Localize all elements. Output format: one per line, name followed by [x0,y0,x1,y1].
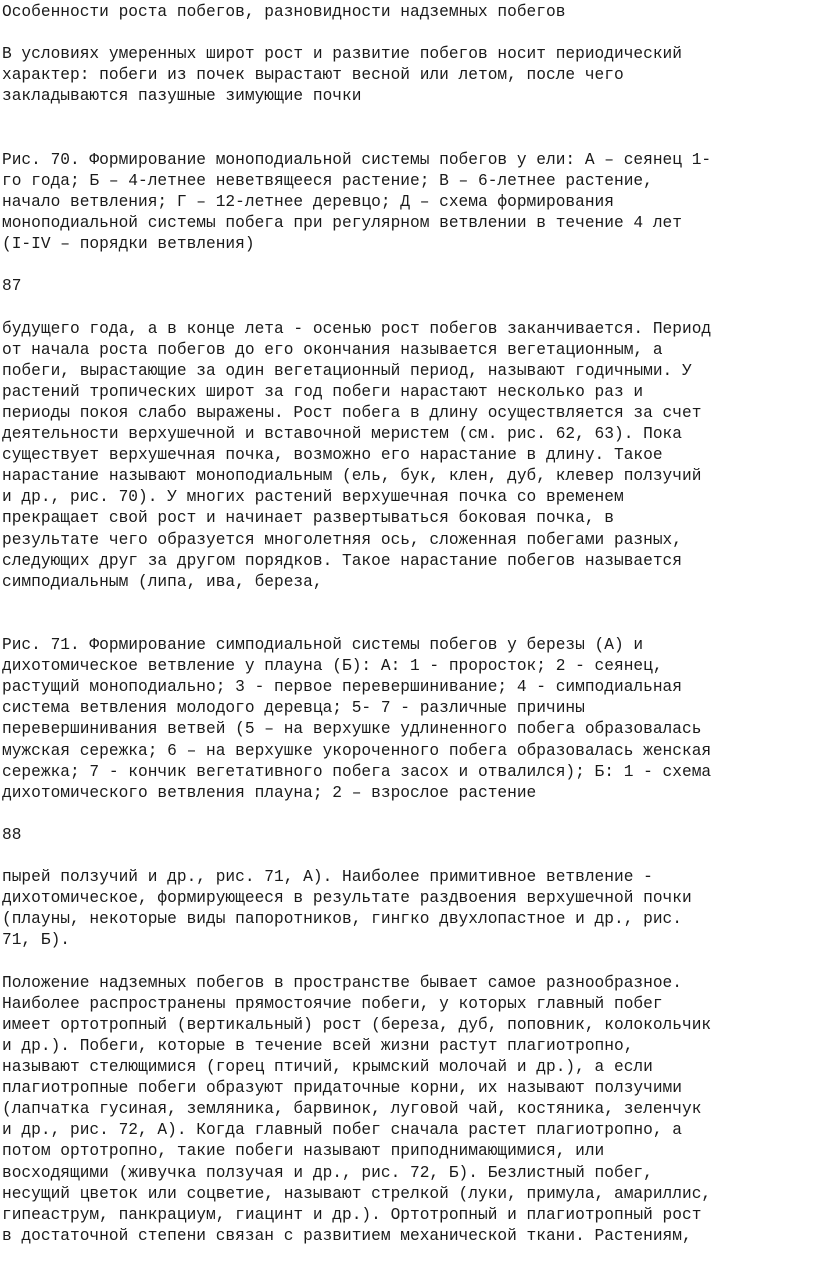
figure-caption-line: (I-IV – порядки ветвления) [2,235,255,254]
paragraph-line: побеги, вырастающие за один вегетационный период, называют годичными. У [2,361,692,380]
figure-caption-line: растущий моноподиально; 3 - первое перевершинивание; 4 - симподиальная [2,678,682,697]
paragraph-line: несущий цветок или соцветие, называют стрелкой (луки, примула, амариллис, [2,1184,712,1203]
paragraph-line: и др., рис. 72, А). Когда главный побег сначала растет плагиотропно, а [2,1121,682,1140]
paragraph-line: существует верхушечная почка, возможно его нарастание в длину. Такое [2,446,663,465]
intro-line: характер: побеги из почек вырастают весной или летом, после чего [2,66,624,85]
paragraph-line: Положение надземных побегов в пространстве бывает самое разнообразное. [2,973,682,992]
figure-caption-line: мужская сережка; 6 – на верхушке укороченного побега образовалась женская [2,741,712,760]
paragraph-line: в достаточной степени связан с развитием механической ткани. Растениям, [2,1226,692,1245]
paragraph-line: и др.). Побеги, которые в течение всей жизни растут плагиотропно, [2,1036,634,1055]
figure-caption-line: Рис. 70. Формирование моноподиальной системы побегов у ели: А – сеянец 1- [2,150,712,169]
figure-caption-line: перевершинивания ветвей (5 – на верхушке удлиненного побега образовалась [2,720,702,739]
paragraph-line: пырей ползучий и др., рис. 71, А). Наиболее примитивное ветвление - [2,868,653,887]
page-number: 88 [2,825,22,844]
paragraph-line: деятельности верхушечной и вставочной меристем (см. рис. 62, 63). Пока [2,425,682,443]
page-number: 87 [2,277,22,296]
paragraph-line: и др., рис. 70). У многих растений верхушечная почка со временем [2,488,624,507]
figure-caption-line: моноподиальной системы побега при регулярном ветвлении в течение 4 лет [2,214,682,232]
intro-line: закладываются пазушные зимующие почки [2,87,362,106]
paragraph-line: нарастание называют моноподиальным (ель, бук, клен, дуб, клевер ползучий [2,467,702,486]
paragraph-line: растений тропических широт за год побеги нарастают несколько раз и [2,382,644,401]
paragraph-line: будущего года, а в конце лета - осенью рост побегов заканчивается. Период [2,319,712,338]
paragraph-line: от начала роста побегов до его окончания называется вегетационным, а [2,340,663,359]
paragraph-line: следующих друг за другом порядков. Такое нарастание побегов называется [2,551,682,570]
figure-caption-line: сережка; 7 - кончик вегетативного побега засох и отвалился); Б: 1 - схема [2,762,712,781]
paragraph-line: симподиальным (липа, ива, береза, [2,572,323,591]
paragraph-line: (лапчатка гусиная, земляника, барвинок, луговой чай, костяника, зеленчук [2,1100,702,1119]
paragraph-line: периоды покоя слабо выражены. Рост побега в длину осуществляется за счет [2,403,702,422]
paragraph-line: (плауны, некоторые виды папоротников, гингко двухлопастное и др., рис. [2,910,682,929]
figure-caption-line: дихотомическое ветвление у плауна (Б): А: 1 - проросток; 2 - сеянец, [2,657,663,676]
document-title: Особенности роста побегов, разновидности надземных побегов [2,3,566,21]
paragraph-line: восходящими (живучка ползучая и др., рис. 72, Б). Безлистный побег, [2,1163,653,1182]
figure-caption-line: начало ветвления; Г – 12-летнее деревцо; Д – схема формирования [2,192,614,211]
intro-line: В условиях умеренных широт рост и развитие побегов носит периодический [2,45,682,64]
paragraph-line: 71, Б). [2,931,70,950]
paragraph-line: прекращает свой рост и начинает развертываться боковая почка, в [2,509,614,528]
paragraph-line: потом ортотропно, такие побеги называют приподнимающимися, или [2,1142,605,1161]
paragraph-line: имеет ортотропный (вертикальный) рост (береза, дуб, поповник, колокольчик [2,1015,712,1034]
paragraph-line: Наиболее распространены прямостоячие побеги, у которых главный побег [2,994,663,1013]
paragraph-line: называют стелющимися (горец птичий, крымский молочай и др.), а если [2,1058,653,1076]
figure-caption-line: го года; Б – 4-летнее неветвящееся растение; В – 6-летнее растение, [2,171,653,190]
figure-caption-line: дихотомического ветвления плауна; 2 – взрослое растение [2,783,537,802]
figure-caption-line: Рис. 71. Формирование симподиальной системы побегов у березы (А) и [2,636,644,654]
paragraph-line: дихотомическое, формирующееся в результате раздвоения верхушечной почки [2,889,692,908]
figure-caption-line: система ветвления молодого деревца; 5- 7 - различные причины [2,699,585,718]
paragraph-line: плагиотропные побеги образуют придаточные корни, их называют ползучими [2,1079,682,1098]
paragraph-line: результате чего образуется многолетняя ось, сложенная побегами разных, [2,530,682,549]
paragraph-line: гипеаструм, панкрациум, гиацинт и др.). Ортотропный и плагиотропный рост [2,1205,702,1224]
